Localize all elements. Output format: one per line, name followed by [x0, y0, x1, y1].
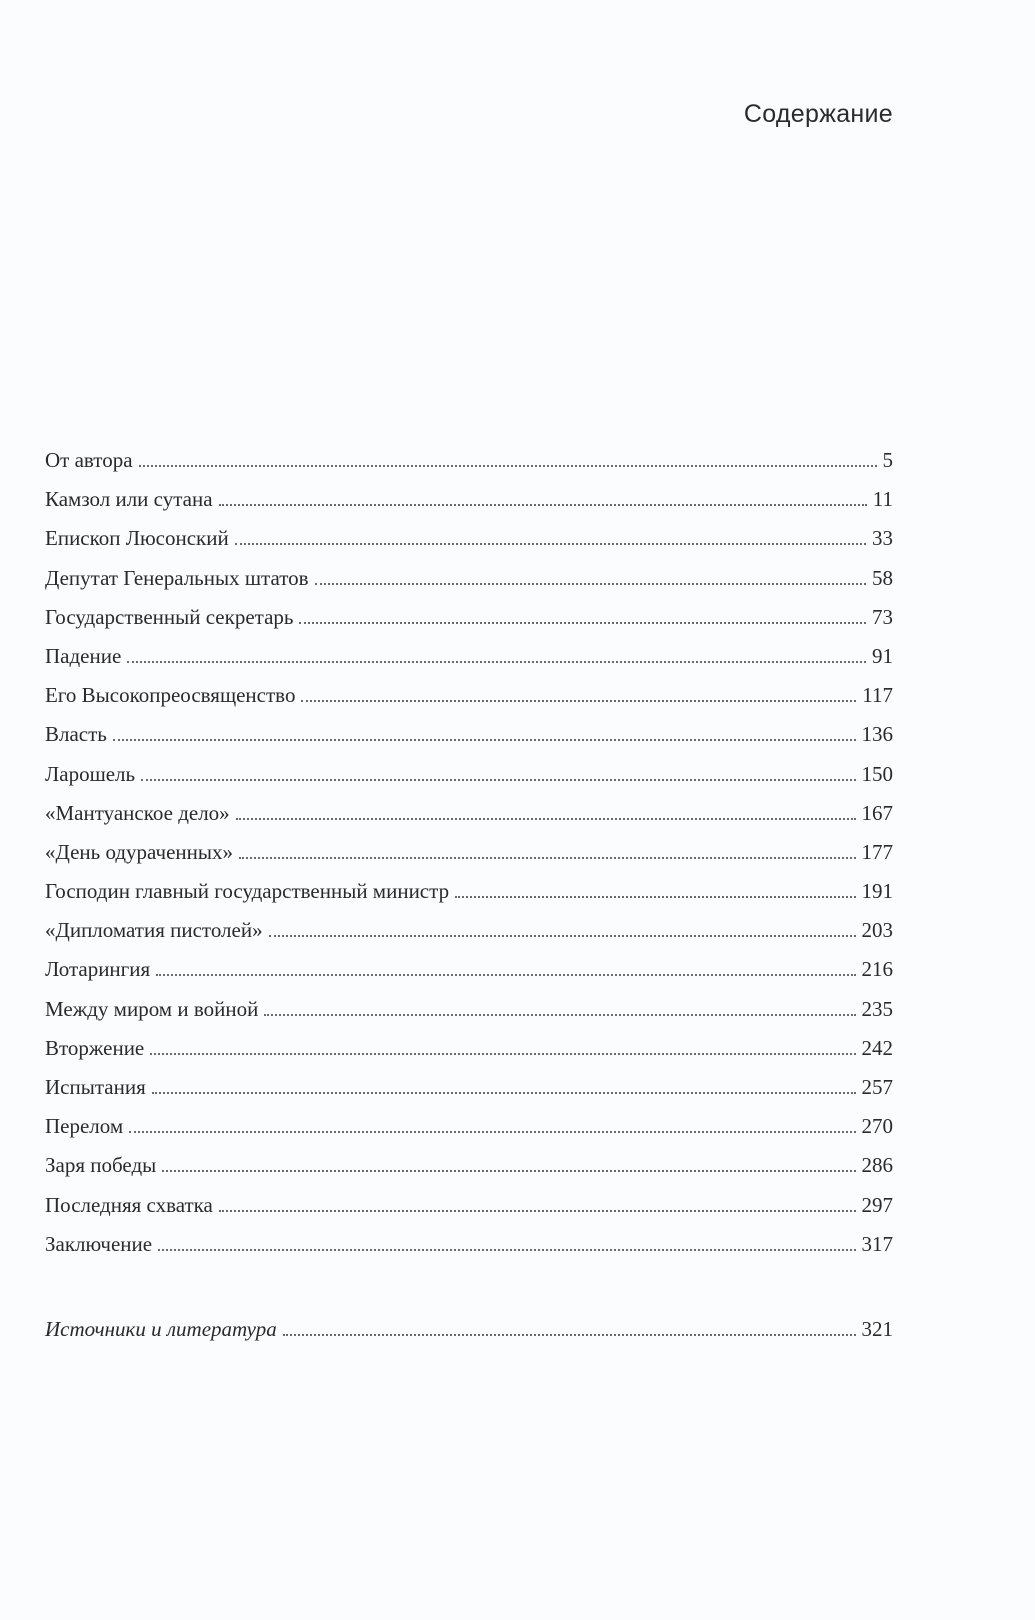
toc-entry	[45, 1150, 893, 1189]
toc-entry-page-number: 317	[861, 1231, 893, 1256]
toc-entry	[45, 994, 893, 1033]
toc-entry-title: От автора	[45, 448, 133, 472]
toc-entry-title: Испытания	[45, 1075, 146, 1099]
toc-entry	[45, 1229, 893, 1268]
dot-leader	[283, 1333, 856, 1336]
toc-entry-page-number: 242	[861, 1035, 893, 1060]
toc-entry-page-number: 167	[861, 800, 893, 825]
toc-entry-title: Власть	[45, 722, 107, 747]
toc-entry-title: Падение	[45, 643, 122, 668]
toc-entry-title: Перелом	[45, 1114, 124, 1139]
table-of-contents	[45, 445, 893, 1268]
toc-entry-title: «Дипломатия пистолей»	[45, 918, 263, 943]
toc-entry-title: Источники и литература	[45, 1317, 277, 1341]
toc-entry	[45, 563, 893, 602]
toc-entry-title: Заря победы	[45, 1153, 157, 1178]
toc-entry-page-number: 136	[861, 722, 893, 747]
dot-leader	[127, 660, 866, 663]
toc-entry-title: Последняя схватка	[45, 1192, 213, 1217]
toc-entry-page-number: 191	[861, 879, 893, 904]
toc-entry-page-number: 73	[872, 604, 893, 629]
toc-entry-page-number: 91	[872, 643, 893, 668]
toc-entry-title: Вторжение	[45, 1035, 145, 1060]
toc-entry	[45, 602, 893, 641]
dot-leader	[219, 1209, 856, 1212]
dot-leader	[299, 621, 866, 624]
toc-entry-page-number: 11	[872, 487, 893, 512]
dot-leader	[301, 699, 856, 702]
dot-leader	[219, 503, 867, 506]
dot-leader	[264, 1013, 855, 1016]
dot-leader	[156, 973, 855, 976]
dot-leader	[455, 895, 855, 898]
toc-entry	[45, 876, 893, 915]
toc-entry-title: Его Высокопреосвященство	[45, 683, 296, 708]
dot-leader	[162, 1169, 855, 1172]
toc-entry-page-number: 5	[882, 448, 893, 472]
dot-leader	[152, 1091, 856, 1094]
toc-entry	[45, 719, 893, 758]
toc-entry-title: «Мантуанское дело»	[45, 800, 230, 825]
toc-entry	[45, 1033, 893, 1072]
toc-entry	[45, 484, 893, 523]
toc-entry-title: Камзол или сутана	[45, 487, 213, 512]
dot-leader	[236, 817, 856, 820]
toc-entry-page-number: 216	[861, 957, 893, 982]
toc-entry-title: Между миром и войной	[45, 996, 259, 1021]
toc-entry-title: Господин главный государственный министр	[45, 879, 450, 904]
toc-entry-page-number: 177	[861, 839, 893, 864]
toc-entry-page-number: 257	[861, 1075, 893, 1099]
toc-entry	[45, 1314, 893, 1353]
dot-leader	[315, 582, 866, 585]
table-of-contents-appendix	[45, 1314, 893, 1353]
dot-leader	[129, 1130, 855, 1133]
toc-entry-title: Депутат Генеральных штатов	[45, 565, 309, 590]
toc-entry-title: Епископ Люсонский	[45, 526, 229, 551]
toc-entry	[45, 915, 893, 954]
toc-entry-page-number: 235	[861, 996, 893, 1021]
toc-entry	[45, 523, 893, 562]
toc-entry-title: Лотарингия	[45, 957, 151, 982]
toc-entry	[45, 1190, 893, 1229]
dot-leader	[158, 1248, 855, 1251]
dot-leader	[113, 738, 856, 741]
toc-entry	[45, 641, 893, 680]
page-title: Содержание	[743, 100, 893, 128]
toc-entry	[45, 798, 893, 837]
dot-leader	[239, 856, 856, 859]
dot-leader	[141, 778, 855, 781]
toc-entry-page-number: 203	[861, 918, 893, 943]
toc-entry	[45, 1111, 893, 1150]
toc-entry-page-number: 270	[861, 1114, 893, 1139]
toc-entry-title: Государственный секретарь	[45, 604, 294, 629]
toc-entry-page-number: 150	[861, 761, 893, 786]
toc-entry	[45, 954, 893, 993]
toc-entry-page-number: 58	[872, 565, 893, 590]
toc-entry	[45, 680, 893, 719]
toc-entry-page-number: 33	[872, 526, 893, 551]
dot-leader	[150, 1052, 855, 1055]
dot-leader	[139, 464, 877, 467]
dot-leader	[269, 934, 856, 937]
toc-entry-page-number: 286	[861, 1153, 893, 1178]
toc-entry-page-number: 117	[862, 683, 893, 708]
toc-entry	[45, 1072, 893, 1111]
toc-entry-title: «День одураченных»	[45, 839, 233, 864]
toc-entry	[45, 445, 893, 484]
toc-entry-page-number: 321	[861, 1317, 893, 1341]
toc-entry-page-number: 297	[861, 1192, 893, 1217]
toc-entry	[45, 759, 893, 798]
toc-entry-title: Заключение	[45, 1231, 153, 1256]
dot-leader	[235, 542, 866, 545]
toc-entry	[45, 837, 893, 876]
toc-entry-title: Ларошель	[45, 761, 136, 786]
